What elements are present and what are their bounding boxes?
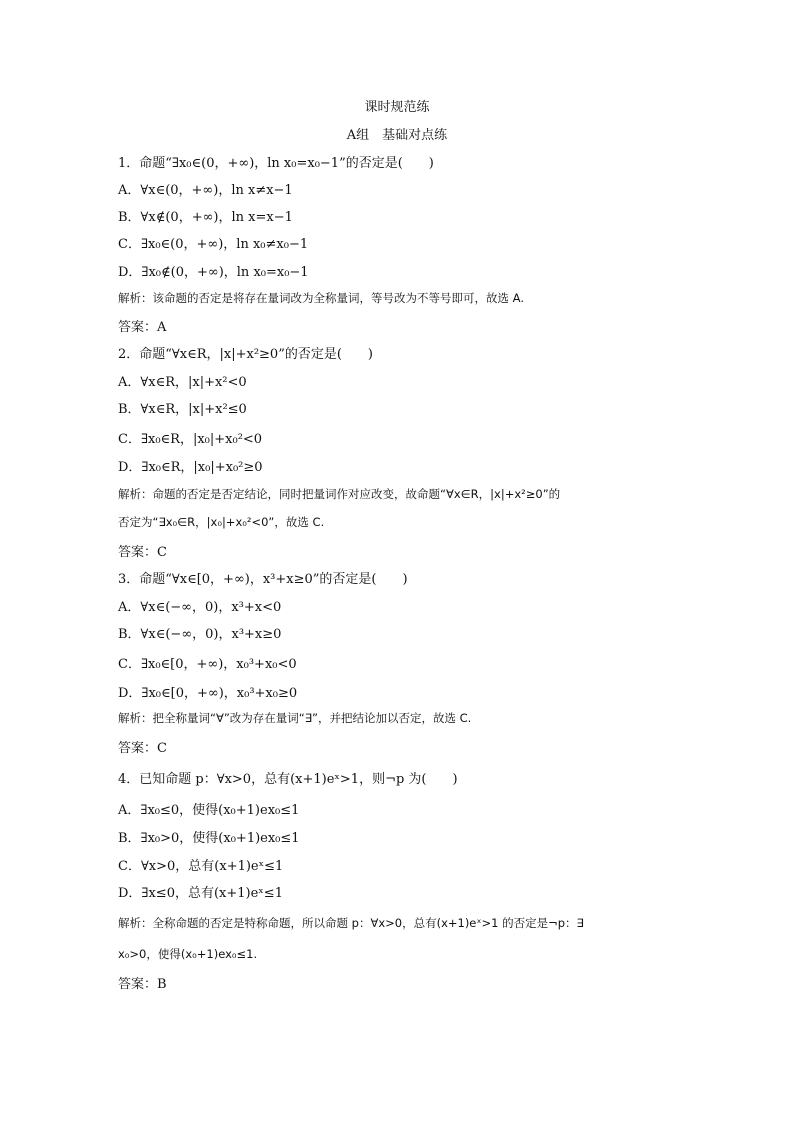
question-3-stem: 3．命题“∀x∈[0，+∞)，x³+x≥0”的否定是( ): [118, 572, 408, 587]
question-3-option-c: C．∃x₀∈[0，+∞)，x₀³+x₀<0: [118, 657, 297, 672]
question-2-explanation-line-2: 否定为“∃x₀∈R，|x₀|+x₀²<0”，故选 C.: [118, 515, 325, 529]
question-2-explanation-line-1: 解析：命题的否定是否定结论，同时把量词作对应改变，故命题“∀x∈R，|x|+x²≥0”的: [118, 487, 561, 501]
question-4-option-b: B．∃x₀>0，使得(x₀+1)ex₀≤1: [118, 831, 300, 846]
question-4-explanation-line-2: x₀>0，使得(x₀+1)ex₀≤1.: [118, 947, 258, 961]
question-2-option-b: B．∀x∈R，|x|+x²≤0: [118, 402, 247, 417]
question-1-option-a: A．∀x∈(0，+∞)，ln x≠x−1: [118, 183, 293, 198]
page-title: 课时规范练: [364, 100, 430, 115]
question-3-answer: 答案：C: [118, 741, 167, 756]
question-4-answer: 答案：B: [118, 977, 167, 992]
question-3-option-d: D．∃x₀∈[0，+∞)，x₀³+x₀≥0: [118, 686, 298, 701]
question-4-option-c: C．∀x>0，总有(x+1)eˣ≤1: [118, 859, 284, 874]
question-1-option-d: D．∃x₀∉(0，+∞)，ln x₀=x₀−1: [118, 265, 309, 280]
question-2-stem: 2．命题“∀x∈R，|x|+x²≥0”的否定是( ): [118, 347, 373, 362]
question-3-option-a: A．∀x∈(−∞，0)，x³+x<0: [118, 600, 282, 615]
question-4-explanation-line-1: 解析：全称命题的否定是特称命题，所以命题 p：∀x>0，总有(x+1)eˣ>1 的否定是¬p：∃: [118, 916, 584, 930]
question-3-option-b: B．∀x∈(−∞，0)，x³+x≥0: [118, 627, 282, 642]
question-2-option-c: C．∃x₀∈R，|x₀|+x₀²<0: [118, 432, 263, 447]
question-1-option-b: B．∀x∉(0，+∞)，ln x=x−1: [118, 210, 293, 225]
question-4-stem: 4．已知命题 p：∀x>0，总有(x+1)eˣ>1，则¬p 为( ): [118, 772, 458, 787]
question-1-option-c: C．∃x₀∈(0，+∞)，ln x₀≠x₀−1: [118, 237, 309, 252]
question-2-option-d: D．∃x₀∈R，|x₀|+x₀²≥0: [118, 460, 263, 475]
question-1-stem: 1．命题“∃x₀∈(0，+∞)，ln x₀=x₀−1”的否定是( ): [118, 156, 434, 171]
question-4-option-a: A．∃x₀≤0，使得(x₀+1)ex₀≤1: [118, 803, 300, 818]
section-subtitle: A组 基础对点练: [346, 128, 448, 143]
question-1-explanation: 解析：该命题的否定是将存在量词改为全称量词，等号改为不等号即可，故选 A.: [118, 291, 524, 305]
question-2-answer: 答案：C: [118, 545, 167, 560]
question-1-answer: 答案：A: [118, 320, 167, 335]
question-4-option-d: D．∃x≤0，总有(x+1)eˣ≤1: [118, 886, 283, 901]
question-2-option-a: A．∀x∈R，|x|+x²<0: [118, 375, 247, 390]
question-3-explanation: 解析：把全称量词“∀”改为存在量词“∃”，并把结论加以否定，故选 C.: [118, 711, 472, 725]
